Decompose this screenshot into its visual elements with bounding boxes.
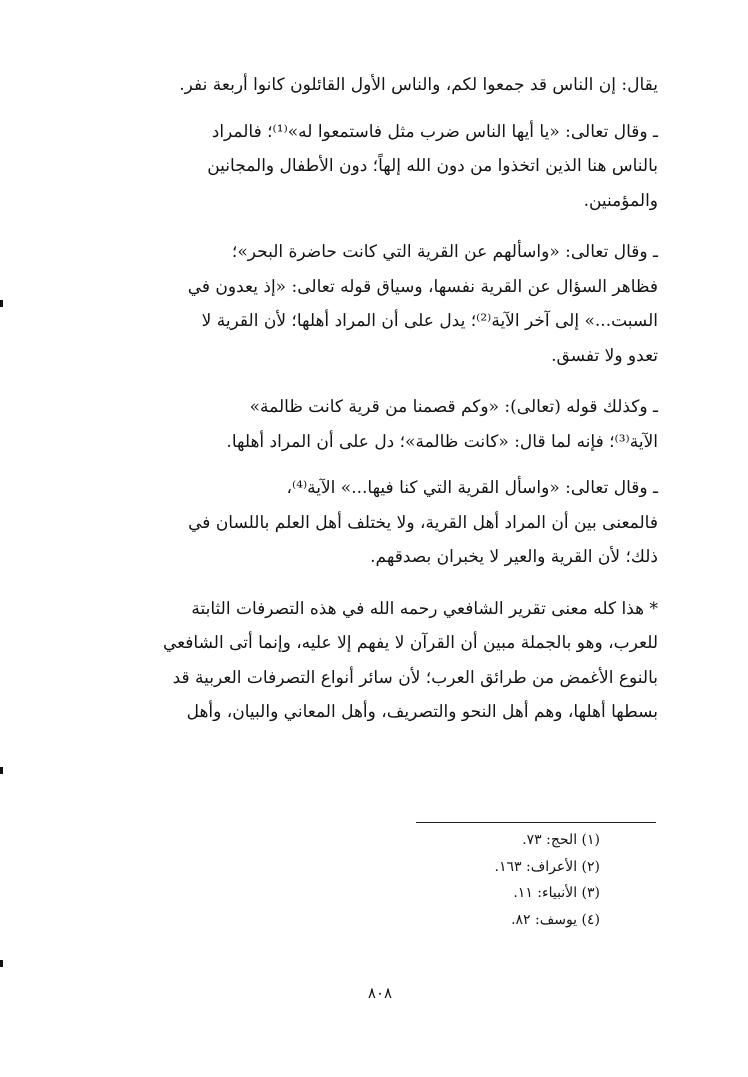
footnote-4: (٤) يوسف: ٨٢.	[511, 911, 600, 928]
paragraph-4	[60, 390, 658, 459]
text-line: فظاهر السؤال عن القرية نفسها، وسياق قوله تعالى: «إذ يعدون في	[187, 276, 658, 297]
text-line: بالنوع الأغمض من طرائق العرب؛ لأن سائر أنواع التصرفات العربية قد	[172, 667, 658, 688]
text-line: ـ وكذلك قوله (تعالى): «وكم قصمنا من قرية كانت ظالمة»	[249, 397, 658, 417]
text-line: بالناس هنا الذين اتخذوا من دون الله إلهاً؛ دون الأطفال والمجانين	[207, 156, 658, 176]
footnote-1: (١) الحج: ٧٣.	[522, 832, 600, 848]
text-line: ـ وقال تعالى: «واسألهم عن القرية التي كانت حاضرة البحر»؛	[231, 242, 658, 262]
scan-edge-mark	[0, 300, 3, 307]
text-line: تعدو ولا تفسق.	[551, 345, 658, 366]
text-line: ـ وقال تعالى: «واسأل القرية التي كنا فيها...» الآية⁽⁴⁾،	[286, 478, 658, 498]
text-line: يقال: إن الناس قد جمعوا لكم، والناس الأول القائلون كانوا أربعة نفر.	[179, 75, 658, 95]
footnote-2: (٢) الأعراف: ١٦٣.	[494, 858, 600, 875]
scan-edge-mark	[0, 960, 3, 967]
page-number: ٨٠٨	[367, 984, 393, 1002]
text-line: السبت...» إلى آخر الآية⁽²⁾؛ يدل على أن المراد أهلها؛ لأن القرية لا	[201, 311, 658, 331]
text-line: ـ وقال تعالى: «يا أيها الناس ضرب مثل فاستمعوا له»⁽¹⁾؛ فالمراد	[211, 121, 658, 142]
paragraph-1	[60, 68, 658, 103]
text-line: بسطها أهلها، وهم أهل النحو والتصريف، وأهل المعاني والبيان، وأهل	[186, 702, 658, 722]
paragraph-6	[60, 592, 658, 730]
text-line: الآية⁽³⁾؛ فإنه لما قال: «كانت ظالمة»؛ دل على أن المراد أهلها.	[226, 431, 658, 452]
main-text	[60, 68, 658, 730]
text-line: فالمعنى بين أن المراد أهل القرية، ولا يختلف أهل العلم باللسان في	[188, 512, 658, 533]
text-line: * هذا كله معنى تقرير الشافعي رحمه الله في هذه التصرفات الثابتة	[191, 598, 658, 619]
text-line: ذلك؛ لأن القرية والعير لا يخبران بصدقهم.	[370, 547, 658, 567]
footnote-divider	[416, 822, 656, 823]
paragraph-5	[60, 471, 658, 575]
paragraph-3	[60, 235, 658, 373]
scan-edge-mark	[0, 767, 3, 774]
text-line: والمؤمنين.	[583, 190, 658, 211]
footnotes	[300, 827, 600, 933]
paragraph-2	[60, 115, 658, 219]
text-line: للعرب، وهو بالجملة مبين أن القرآن لا يفهم إلا عليه، وإنما أتى الشافعي	[162, 633, 658, 653]
footnote-3: (٣) الأنبياء: ١١.	[513, 885, 600, 901]
